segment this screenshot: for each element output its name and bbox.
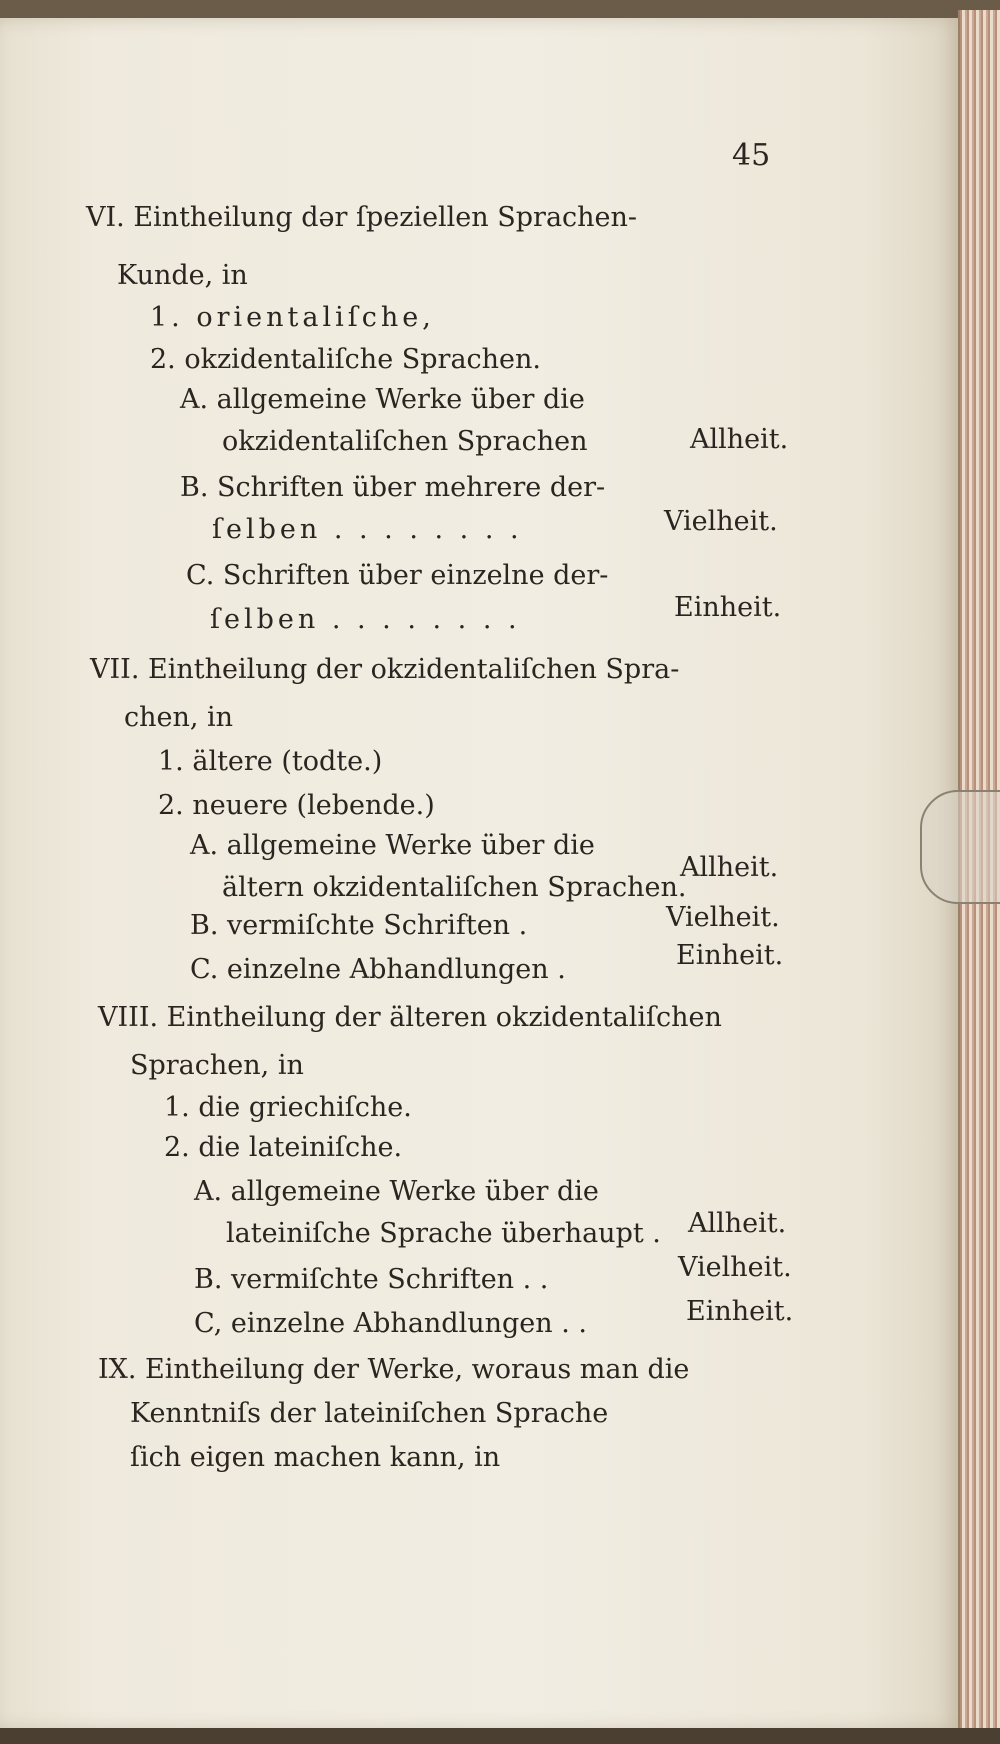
section-viii-sub-a-line1: A. allgemeine Werke über die	[194, 1176, 599, 1207]
section-viii-item-2: 2. die lateiniſche.	[164, 1132, 403, 1163]
section-viii-sub-c-tag: Einheit.	[686, 1296, 794, 1327]
section-viii-sub-b-line1: B. vermiſchte Schriften . .	[194, 1264, 549, 1295]
section-vii-sub-a-tag: Allheit.	[680, 852, 779, 883]
section-vi-item-2: 2. okzidentaliſche Sprachen.	[150, 344, 541, 375]
section-ix-heading: IX. Eintheilung der Werke, woraus man die	[98, 1354, 690, 1385]
section-vii-item-2: 2. neuere (lebende.)	[158, 790, 435, 821]
section-vi-heading-cont: Kunde, in	[117, 260, 248, 291]
section-vii-sub-c-line1: C. einzelne Abhandlungen .	[190, 954, 566, 985]
section-viii-sub-b-tag: Vielheit.	[678, 1252, 792, 1283]
section-vi-sub-c-line1: C. Schriften über einzelne der-	[186, 560, 609, 591]
section-vi-sub-a-tag: Allheit.	[690, 424, 789, 455]
section-viii-sub-a-tag: Allheit.	[688, 1208, 787, 1239]
section-vii-item-1: 1. ältere (todte.)	[158, 746, 383, 777]
section-vii-sub-b-line1: B. vermiſchte Schriften .	[190, 910, 528, 941]
section-vi-sub-b-line2: ſelben . . . . . . . .	[212, 514, 523, 545]
section-vi-heading: VI. Eintheilung dər ſpeziellen Sprachen-	[86, 202, 638, 233]
section-viii-item-1: 1. die griechiſche.	[164, 1092, 412, 1123]
section-vii-sub-a-line1: A. allgemeine Werke über die	[190, 830, 595, 861]
section-vi-sub-b-line1: B. Schriften über mehrere der-	[180, 472, 606, 503]
section-viii-sub-a-line2: lateiniſche Sprache überhaupt .	[226, 1218, 661, 1249]
section-vii-heading: VII. Eintheilung der okzidentaliſchen Spra-	[90, 654, 680, 685]
section-vii-heading-cont: chen, in	[124, 702, 234, 733]
top-shadow	[0, 0, 1000, 18]
bookmark-clip	[920, 790, 1000, 904]
section-vi-sub-a-line1: A. allgemeine Werke über die	[180, 384, 585, 415]
page-number: 45	[732, 138, 771, 173]
section-ix-heading-cont: Kenntniſs der lateiniſchen Sprache	[130, 1398, 609, 1429]
section-vi-sub-c-tag: Einheit.	[674, 592, 782, 623]
section-ix-heading-cont2: ſich eigen machen kann, in	[130, 1442, 501, 1473]
section-vii-sub-a-line2: ältern okzidentaliſchen Sprachen.	[222, 872, 687, 903]
bottom-shadow	[0, 1728, 1000, 1744]
section-vi-sub-a-line2: okzidentaliſchen Sprachen	[222, 426, 588, 457]
section-viii-heading: VIII. Eintheilung der älteren okzidentaliſchen	[98, 1002, 722, 1033]
section-viii-sub-c-line1: C, einzelne Abhandlungen . .	[194, 1308, 587, 1339]
section-vi-sub-b-tag: Vielheit.	[664, 506, 778, 537]
section-viii-heading-cont: Sprachen, in	[130, 1050, 304, 1081]
section-vi-sub-c-line2: ſelben . . . . . . . .	[210, 604, 521, 635]
section-vii-sub-c-tag: Einheit.	[676, 940, 784, 971]
section-vi-item-1: 1. orientaliſche,	[150, 302, 435, 333]
section-vii-sub-b-tag: Vielheit.	[666, 902, 780, 933]
